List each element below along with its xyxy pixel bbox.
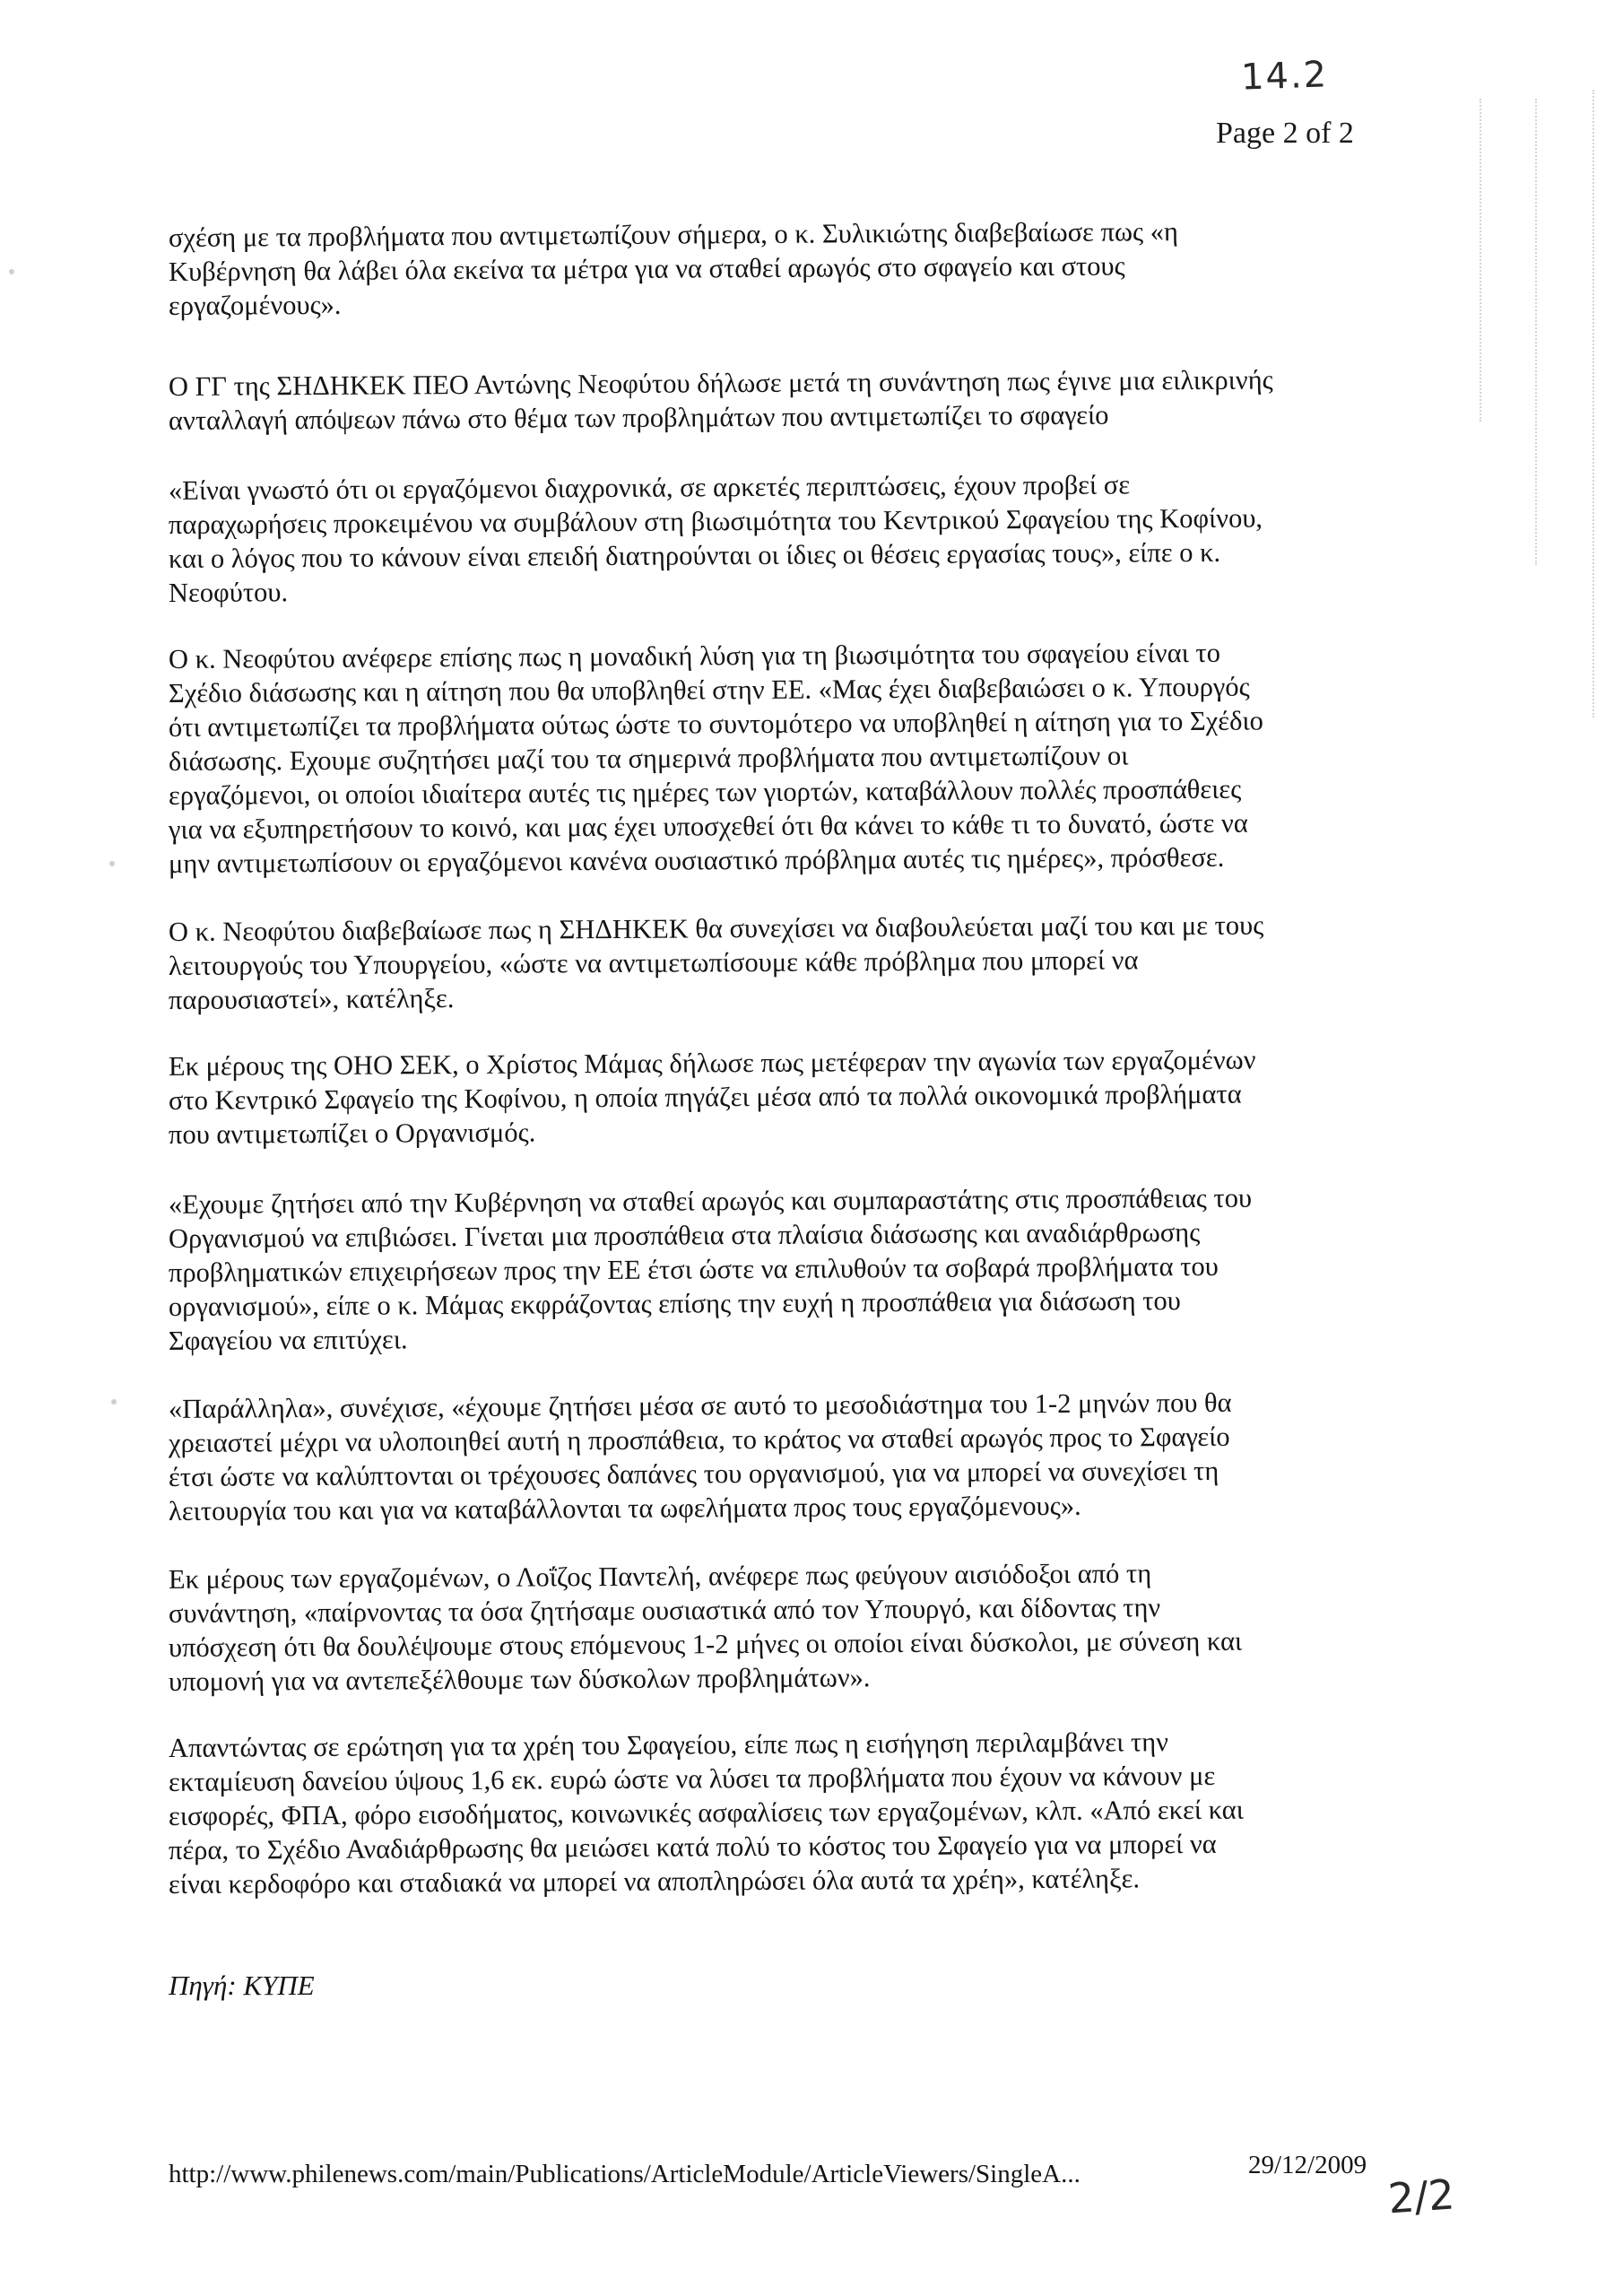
text-line: «Παράλληλα», συνέχισε, «έχουμε ζητήσει μέσα σε αυτό το μεσοδιάστημα του 1-2 μηνών που θα [168,1387,1232,1424]
scan-speck [109,861,115,866]
text-line: σχέση με τα προβλήματα που αντιμετωπίζουν σήμερα, ο κ. Συλικιώτης διαβεβαίωσε πως «η [168,216,1179,253]
text-line: και ο λόγος που το κάνουν είναι επειδή διατηρούνται οι ίδιες οι θέσεις εργασίας τους», είπε ο κ. [168,536,1221,574]
text-line: Ο κ. Νεοφύτου διαβεβαίωσε πως η ΣΗΔΗΚΕΚ θα συνεχίσει να διαβουλεύεται μαζί του και με τους [168,909,1264,947]
text-line: εκταμίευση δανείου ύψους 1,6 εκ. ευρώ ώστε να λύσει τα προβλήματα που έχουν να κάνουν με [168,1760,1216,1797]
text-line: «Είναι γνωστό ότι οι εργαζόμενοι διαχρονικά, σε αρκετές περιπτώσεις, έχουν προβεί σε [168,469,1131,506]
scan-speck [9,269,14,274]
text-line: υπόσχεση ότι θα δουλέψουμε στους επόμενους 1-2 μήνες οι οποίοι είναι δύσκολοι, με σύνεση και [168,1625,1243,1663]
text-line: «Εχουμε ζητήσει από την Κυβέρνηση να σταθεί αρωγός και συμπαραστάτης στις προσπάθειας του [168,1182,1253,1220]
text-line: Απαντώντας σε ερώτηση για τα χρέη του Σφαγείου, είπε πως η εισήγηση περιλαμβάνει την [168,1726,1169,1763]
text-line: Σφαγείου να επιτύχει. [168,1324,408,1356]
footer-url: http://www.philenews.com/main/Publications/ArticleModule/ArticleViewers/SingleA... [169,2160,1081,2188]
text-line: είναι κερδοφόρο και σταδιακά να μπορεί να αποπληρώσει όλα αυτά τα χρέη», κατέληξε. [168,1863,1141,1900]
text-line: ότι αντιμετωπίζει τα προβλήματα ούτως ώστε το συντομότερο να υποβληθεί η αίτηση για το Σχέδιο [168,705,1263,743]
scan-artifact-line [1480,99,1481,422]
text-line: που αντιμετωπίζει ο Οργανισμός. [168,1117,536,1150]
text-line: Εκ μέρους των εργαζομένων, ο Λοΐζος Παντελή, ανέφερε πως φεύγουν αισιόδοξοι από τη [168,1558,1152,1595]
text-line: διάσωσης. Εχουμε συζητήσει μαζί του τα σημερινά προβλήματα που αντιμετωπίζουν οι [168,740,1129,777]
footer-date: 29/12/2009 [1248,2151,1367,2179]
page-indicator: Page 2 of 2 [1216,117,1354,150]
text-line: Κυβέρνηση θα λάβει όλα εκείνα τα μέτρα για να σταθεί αρωγός στο σφαγείο και στους [168,250,1125,287]
handwritten-reference: 14.2 [1240,54,1329,99]
text-line: χρειαστεί μέχρι να υλοποιηθεί αυτή η προσπάθεια, το κράτος να σταθεί αρωγός προς το Σφαγείο [168,1421,1230,1458]
text-line: λειτουργούς του Υπουργείου, «ώστε να αντιμετωπίσουμε κάθε πρόβλημα που μπορεί να [168,944,1139,981]
text-line: υπομονή για να αντεπεξέλθουμε των δύσκολων προβλημάτων». [168,1662,871,1697]
text-line: Εκ μέρους της ΟΗΟ ΣΕΚ, ο Χρίστος Μάμας δήλωσε πως μετέφεραν την αγωνία των εργαζομένων [168,1044,1256,1082]
text-line: Οργανισμού να επιβιώσει. Γίνεται μια προσπάθεια στα πλαίσια διάσωσης και αναδιάρθρωσης [168,1216,1201,1254]
text-line: Ο ΓΓ της ΣΗΔΗΚΕΚ ΠΕΟ Αντώνης Νεοφύτου δήλωσε μετά τη συνάντηση πως έγινε μια ειλικρινής [168,364,1273,402]
text-line: μην αντιμετωπίσουν οι εργαζόμενοι κανένα ουσιαστικό πρόβλημα αυτές τις ημέρες», πρόσθεσε. [168,841,1225,879]
text-line: προβληματικών επιχειρήσεων προς την ΕΕ έτσι ώστε να επιλυθούν τα σοβαρά προβλήματα του [168,1250,1219,1288]
scan-speck [111,1399,117,1405]
text-line: εισφορές, ΦΠΑ, φόρο εισοδήματος, κοινωνικές ασφαλίσεις των εργαζομένων, κλπ. «Από εκεί και [168,1794,1245,1831]
text-line: Σχέδιο διάσωσης και η αίτηση που θα υποβληθεί στην ΕΕ. «Μας έχει διαβεβαιώσει ο κ. Υπουργός [168,671,1250,709]
scan-artifact-line [1593,90,1594,718]
text-line: συνάντηση, «παίρνοντας τα όσα ζητήσαμε ουσιαστικά από τον Υπουργό, και δίδοντας την [168,1592,1161,1629]
text-line: έτσι ώστε να καλύπτονται οι τρέχουσες δαπάνες του οργανισμού, για να μπορεί να συνεχίσει τη [168,1455,1219,1492]
scan-artifact-line [1535,99,1537,565]
text-line: παραχωρήσεις προκειμένου να συμβάλουν στη βιωσιμότητα του Κεντρικού Σφαγείου της Κοφίνου, [168,502,1263,540]
text-line: εργαζόμενοι, οι οποίοι ιδιαίτερα αυτές τις ημέρες των γιορτών, καταβάλλουν πολλές προσπάθειες [168,773,1242,811]
text-line: Ο κ. Νεοφύτου ανέφερε επίσης πως η μοναδική λύση για τη βιωσιμότητα του σφαγείου είναι το [168,637,1221,674]
text-line: ανταλλαγή απόψεων πάνω στο θέμα των προβλημάτων που αντιμετωπίζει το σφαγείο [168,399,1109,436]
article-source: Πηγή: ΚΥΠΕ [169,1970,315,2001]
text-line: παρουσιαστεί», κατέληξε. [168,983,455,1015]
text-line: Νεοφύτου. [168,577,289,608]
text-line: πέρα, το Σχέδιο Αναδιάρθρωσης θα μειώσει κατά πολύ το κόστος του Σφαγείο για να μπορεί να [168,1828,1217,1866]
text-line: στο Κεντρικό Σφαγείο της Κοφίνου, η οποία πηγάζει μέσα από τα πολλά οικονομικά προβλήματα [168,1078,1242,1116]
text-line: λειτουργία του και για να καταβάλλονται τα ωφελήματα προς τους εργαζόμενους». [168,1490,1081,1526]
text-line: εργαζομένους». [168,289,342,321]
text-line: οργανισμού», είπε ο κ. Μάμας εκφράζοντας επίσης την ευχή η προσπάθεια για διάσωση του [168,1285,1181,1322]
text-line: για να εξυπηρετήσουν το κοινό, και μας έχει υποσχεθεί ότι θα κάνει το κάθε τι το δυνατό, ώστε να [168,807,1248,845]
handwritten-page-number: 2/2 [1386,2170,1456,2223]
